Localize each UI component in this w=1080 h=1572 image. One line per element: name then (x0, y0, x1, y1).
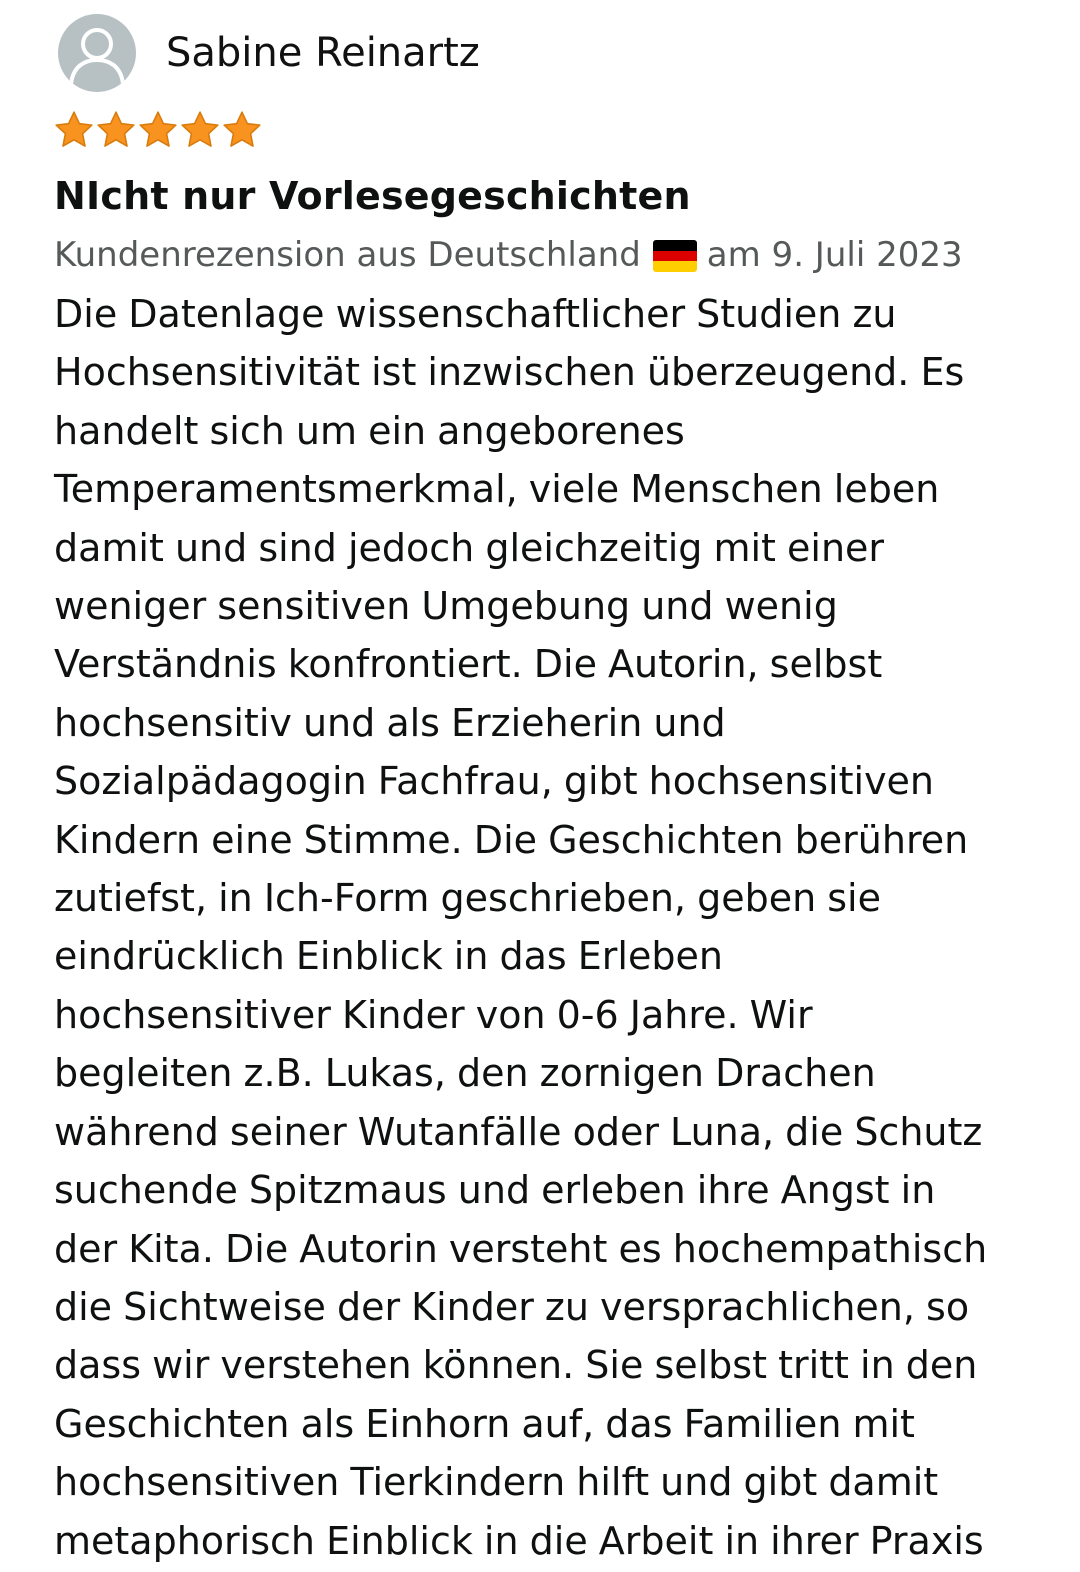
user-silhouette-icon (58, 14, 136, 92)
star-icon (53, 108, 95, 152)
review-title[interactable]: NIcht nur Vorlesegeschichten (54, 174, 691, 218)
star-icon (137, 108, 179, 152)
reviewer-name[interactable]: Sabine Reinartz (166, 30, 480, 76)
review-date: am 9. Juli 2023 (706, 235, 963, 275)
review-origin: Kundenrezension aus Deutschland (54, 235, 641, 275)
star-icon (179, 108, 221, 152)
star-icon (221, 108, 263, 152)
review-meta (54, 232, 963, 278)
germany-flag-icon (653, 240, 697, 272)
review-body: Die Datenlage wissenschaftlicher Studien zu Hochsensitivität ist inzwischen überzeugend. Es handelt sich um ein angeborenes Temperamentsmerkmal, viele Menschen leben damit und sind jedoch gleichzeitig mit einer weniger sensitiven Umgebung und wenig Verständnis konfrontiert. Die Autorin, selbst hochsensitiv und als Erzieherin und Sozialpädagogin Fachfrau, gibt hochsensitiven Kindern eine Stimme. Die Geschichten berühren zutiefst, in Ich-Form geschrieben, geben sie eindrücklich Einblick in das Erleben hochsensitiver Kinder von 0-6 Jahre. Wir begleiten z.B. Lukas, den zornigen Drachen während seiner Wutanfälle oder Luna, die Schutz suchende Spitzmaus und erleben ihre Angst in der Kita. Die Autorin versteht es hochempathisch die Sichtweise der Kinder zu versprachlichen, so dass wir verstehen können. Sie selbst tritt in den Geschichten als Einhorn auf, das Familien mit hochsensitiven Tierkindern hilft und gibt damit metaphorisch Einblick in die Arbeit in ihrer Praxis (54, 292, 988, 1563)
star-icon (95, 108, 137, 152)
star-rating (53, 108, 263, 152)
reviewer-profile[interactable] (58, 14, 480, 92)
avatar[interactable] (58, 14, 136, 92)
